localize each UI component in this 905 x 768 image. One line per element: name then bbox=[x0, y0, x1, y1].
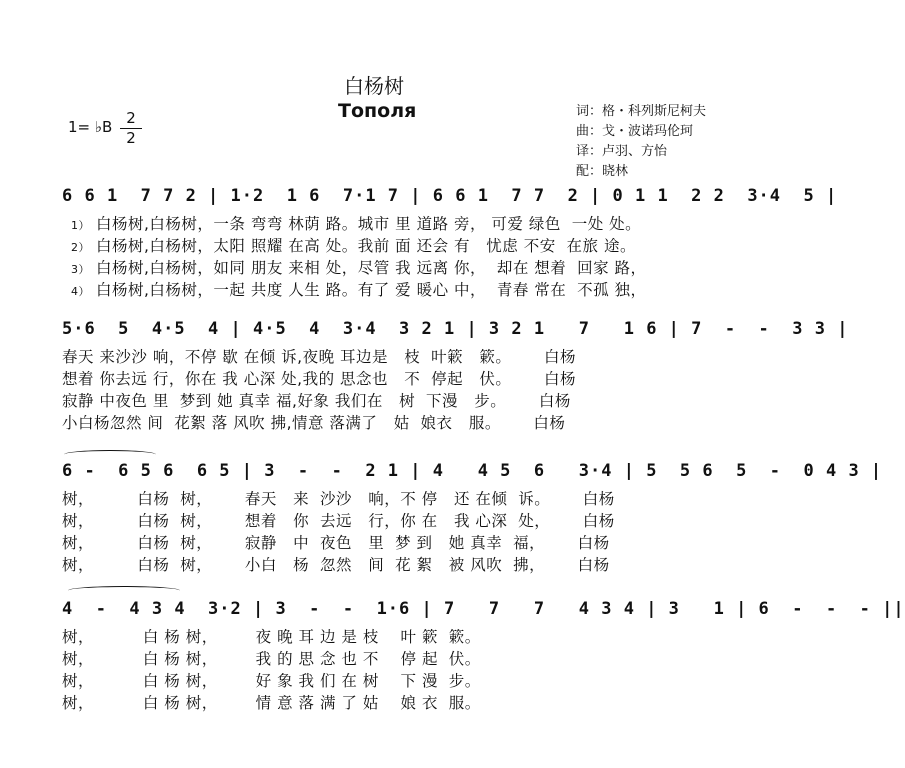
lyric-text: 树， 白 杨 树， 好 象 我 们 在 树 下 漫 步。 bbox=[62, 672, 481, 690]
verse-number: 3） bbox=[71, 263, 90, 276]
lyric-line bbox=[62, 390, 744, 412]
lyric-text: 想着 你去远 行，你在 我 心深 处,我的 思念也 不 停起 伏。 白杨 bbox=[62, 370, 576, 388]
lyric-line bbox=[62, 488, 744, 510]
lyric-line bbox=[62, 235, 744, 257]
lyric-text: 树， 白 杨 树， 情 意 落 满 了 姑 娘 衣 服。 bbox=[62, 694, 481, 712]
time-signature-bottom: 2 bbox=[126, 129, 136, 147]
song-title-chinese: 白杨树 bbox=[344, 74, 404, 98]
credit-lyricist: 词：格・科列斯尼柯夫 bbox=[576, 104, 707, 119]
lyric-line bbox=[62, 510, 744, 532]
lyric-text: 寂静 中夜色 里 梦到 她 真幸 福,好象 我们在 树 下漫 步。 白杨 bbox=[62, 392, 571, 410]
credit-arranger: 配：晓林 bbox=[576, 164, 629, 179]
notation-line: 4 - 4 3 4 3·2 | 3 - - 1·6 | 7 7 7 4 3 4 | 3 1 | 6 - - - || bbox=[62, 599, 905, 619]
key-signature: 1= ♭B bbox=[68, 118, 113, 136]
lyric-text: 白杨树,白杨树，如同 朋友 来相 处，尽管 我 远离 你， 却在 想着 回家 路， bbox=[96, 259, 647, 277]
lyric-line bbox=[62, 412, 744, 434]
lyric-text: 树， 白杨 树， 小白 杨 忽然 间 花 絮 被 风吹 拂， 白杨 bbox=[62, 556, 610, 574]
lyric-text: 白杨树,白杨树，一起 共度 人生 路。有了 爱 暖心 中， 青春 常在 不孤 独， bbox=[96, 281, 647, 299]
lyric-text: 树， 白 杨 树， 我 的 思 念 也 不 停 起 伏。 bbox=[62, 650, 481, 668]
time-signature-top: 2 bbox=[126, 109, 136, 127]
lyric-line bbox=[62, 368, 744, 390]
lyric-line bbox=[62, 692, 744, 714]
lyric-text: 白杨树,白杨树，太阳 照耀 在高 处。我前 面 还会 有 忧虑 不安 在旅 途。 bbox=[96, 237, 636, 255]
lyric-line bbox=[62, 554, 744, 576]
time-signature bbox=[120, 110, 142, 147]
credit-composer: 曲：戈・波诺玛伦珂 bbox=[576, 124, 694, 139]
lyric-line bbox=[62, 532, 744, 554]
lyric-line bbox=[62, 648, 744, 670]
verse-number: 4） bbox=[71, 285, 90, 298]
lyric-line bbox=[62, 670, 744, 692]
verse-number: 1） bbox=[71, 219, 90, 232]
notation-line: 5·6 5 4·5 4 | 4·5 4 3·4 3 2 1 | 3 2 1 7 1 6 | 7 - - 3 3 | bbox=[62, 319, 849, 339]
lyric-text: 树， 白杨 树， 寂静 中 夜色 里 梦 到 她 真幸 福， 白杨 bbox=[62, 534, 610, 552]
notation-line: 6 - 6 5 6 6 5 | 3 - - 2 1 | 4 4 5 6 3·4 | 5 5 6 5 - 0 4 3 | bbox=[62, 461, 883, 481]
tie-mark bbox=[68, 586, 180, 595]
lyric-text: 白杨树,白杨树，一条 弯弯 林荫 路。城市 里 道路 旁， 可爱 绿色 一处 处。 bbox=[96, 215, 642, 233]
lyric-line bbox=[62, 346, 744, 368]
verse-number: 2） bbox=[71, 241, 90, 254]
credit-translator: 译：卢羽、方怡 bbox=[576, 144, 668, 159]
notation-line: 6 6 1 7 7 2 | 1·2 1 6 7·1 7 | 6 6 1 7 7 2 | 0 1 1 2 2 3·4 5 | bbox=[62, 186, 838, 206]
lyric-text: 树， 白 杨 树， 夜 晚 耳 边 是 枝 叶 簌 簌。 bbox=[62, 628, 481, 646]
lyric-line bbox=[62, 626, 744, 648]
lyric-text: 树， 白杨 树， 想着 你 去远 行，你 在 我 心深 处， 白杨 bbox=[62, 512, 615, 530]
lyric-line bbox=[62, 279, 744, 301]
lyric-text: 春天 来沙沙 响，不停 歇 在倾 诉,夜晚 耳边是 枝 叶簌 簌。 白杨 bbox=[62, 348, 576, 366]
lyric-line bbox=[62, 213, 744, 235]
lyric-text: 树， 白杨 树， 春天 来 沙沙 响，不 停 还 在倾 诉。 白杨 bbox=[62, 490, 615, 508]
song-title-russian: Тополя bbox=[338, 100, 417, 122]
credits bbox=[576, 102, 706, 182]
lyric-line bbox=[62, 257, 744, 279]
lyric-text: 小白杨忽然 间 花絮 落 风吹 拂,情意 落满了 姑 娘衣 服。 白杨 bbox=[62, 414, 566, 432]
